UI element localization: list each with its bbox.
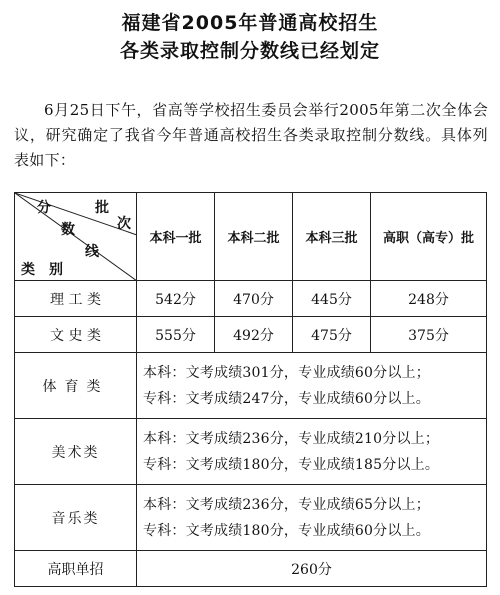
corner-label-pi: 批 <box>95 200 109 216</box>
row-label: 理 工 类 <box>15 281 137 317</box>
intro-paragraph: 6月25日下午，省高等学校招生委员会举行2005年第二次全体会议，研究确定了我省今年普通高校招生各类录取控制分数线。具体列表如下： <box>14 101 488 169</box>
score-table <box>14 192 487 587</box>
corner-label-fen: 分 <box>37 200 51 216</box>
table-cell: 375分 <box>371 317 487 353</box>
table-cell: 248分 <box>371 281 487 317</box>
column-header: 本科三批 <box>293 193 371 281</box>
table-row <box>15 281 487 317</box>
diagonal-header-cell <box>15 193 137 281</box>
corner-label-leibie: 类 别 <box>21 262 63 278</box>
row-label: 体育类 <box>15 353 137 419</box>
corner-label-ci: 次 <box>117 216 131 232</box>
table-cell: 475分 <box>293 317 371 353</box>
table-row <box>15 317 487 353</box>
table-row-sports <box>15 353 487 419</box>
criteria-line: 专科：文考成绩247分，专业成绩60分以上。 <box>143 390 430 407</box>
criteria-line: 专科：文考成绩180分，专业成绩60分以上。 <box>143 522 430 539</box>
column-header: 本科一批 <box>137 193 215 281</box>
music-criteria <box>137 485 487 551</box>
table-row-single <box>15 551 487 587</box>
table-header-row <box>15 193 487 281</box>
criteria-line: 本科：文考成绩301分，专业成绩60分以上； <box>143 364 430 381</box>
table-row-music <box>15 485 487 551</box>
table-cell: 470分 <box>215 281 293 317</box>
table-cell: 260分 <box>137 551 487 587</box>
column-header: 高职（高专）批 <box>371 193 487 281</box>
criteria-line: 本科：文考成绩236分，专业成绩210分以上； <box>143 430 440 447</box>
table-cell: 542分 <box>137 281 215 317</box>
table-cell: 492分 <box>215 317 293 353</box>
headline-line-2: 各类录取控制分数线已经划定 <box>119 40 380 62</box>
arts-criteria <box>137 419 487 485</box>
row-label: 高职单招 <box>15 551 137 587</box>
row-label: 美术类 <box>15 419 137 485</box>
column-header: 本科二批 <box>215 193 293 281</box>
table-cell: 445分 <box>293 281 371 317</box>
table-cell: 555分 <box>137 317 215 353</box>
corner-label-xian: 线 <box>85 244 99 260</box>
row-label: 音乐类 <box>15 485 137 551</box>
criteria-line: 专科：文考成绩180分，专业成绩185分以上。 <box>143 456 440 473</box>
sports-criteria <box>137 353 487 419</box>
corner-label-shu: 数 <box>61 222 75 238</box>
table-row-arts <box>15 419 487 485</box>
row-label: 文 史 类 <box>15 317 137 353</box>
criteria-line: 本科：文考成绩236分，专业成绩65分以上； <box>143 496 430 513</box>
headline-line-1: 福建省2005年普通高校招生 <box>121 12 379 34</box>
